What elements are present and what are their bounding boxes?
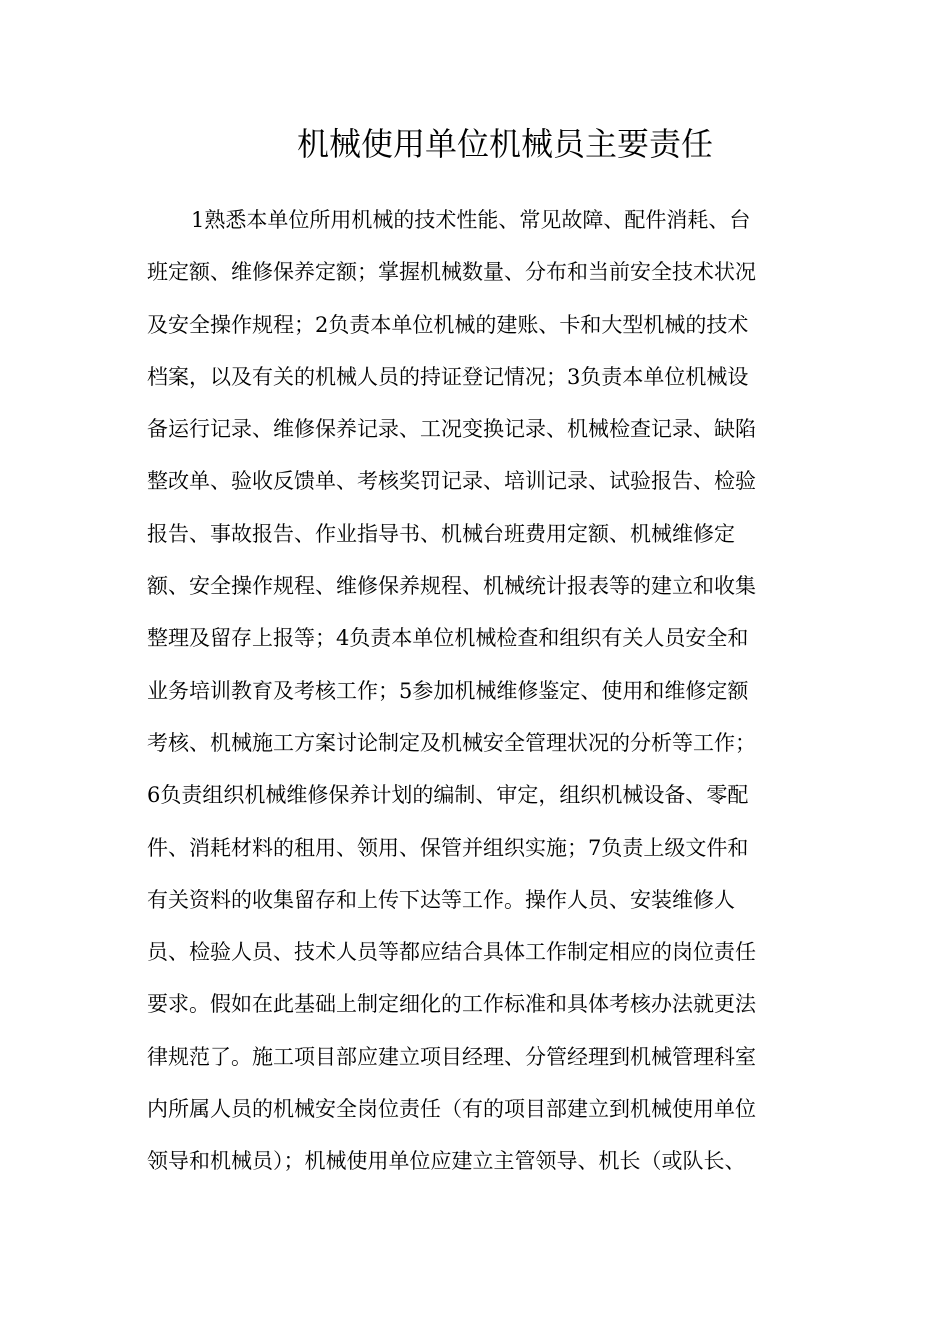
body-line: 6负责组织机械维修保养计划的编制、审定，组织机械设备、零配 [147, 783, 749, 808]
body-line: 领导和机械员）；机械使用单位应建立主管领导、机长（或队长、 [147, 1149, 746, 1174]
body-line: 业务培训教育及考核工作；5参加机械维修鉴定、使用和维修定额 [147, 678, 749, 703]
body-line: 档案，以及有关的机械人员的持证登记情况；3负责本单位机械设 [147, 364, 749, 389]
body-line: 有关资料的收集留存和上传下达等工作。操作人员、安装维修人 [147, 887, 735, 912]
document-body [147, 194, 807, 1188]
body-line: 件、消耗材料的租用、领用、保管并组织实施；7负责上级文件和 [147, 835, 749, 860]
body-line: 律规范了。施工项目部应建立项目经理、分管经理到机械管理科室 [147, 1044, 756, 1069]
body-line: 整理及留存上报等；4负责本单位机械检查和组织有关人员安全和 [147, 626, 749, 651]
body-line: 报告、事故报告、作业指导书、机械台班费用定额、机械维修定 [147, 521, 735, 546]
body-line: 额、安全操作规程、维修保养规程、机械统计报表等的建立和收集 [147, 574, 756, 599]
body-line: 要求。假如在此基础上制定细化的工作标准和具体考核办法就更法 [147, 992, 756, 1017]
body-line: 班定额、维修保养定额；掌握机械数量、分布和当前安全技术状况 [147, 260, 756, 285]
body-line: 备运行记录、维修保养记录、工况变换记录、机械检查记录、缺陷 [147, 417, 756, 442]
body-line: 1熟悉本单位所用机械的技术性能、常见故障、配件消耗、台 [191, 208, 751, 232]
body-line: 整改单、验收反馈单、考核奖罚记录、培训记录、试验报告、检验 [147, 469, 756, 494]
document-title: 机械使用单位机械员主要责任 [296, 125, 713, 163]
body-line: 及安全操作规程；2负责本单位机械的建账、卡和大型机械的技术 [147, 312, 749, 337]
body-line: 员、检验人员、技术人员等都应结合具体工作制定相应的岗位责任 [147, 940, 756, 965]
body-line: 考核、机械施工方案讨论制定及机械安全管理状况的分析等工作； [147, 730, 756, 755]
body-line: 内所属人员的机械安全岗位责任（有的项目部建立到机械使用单位 [147, 1097, 756, 1122]
